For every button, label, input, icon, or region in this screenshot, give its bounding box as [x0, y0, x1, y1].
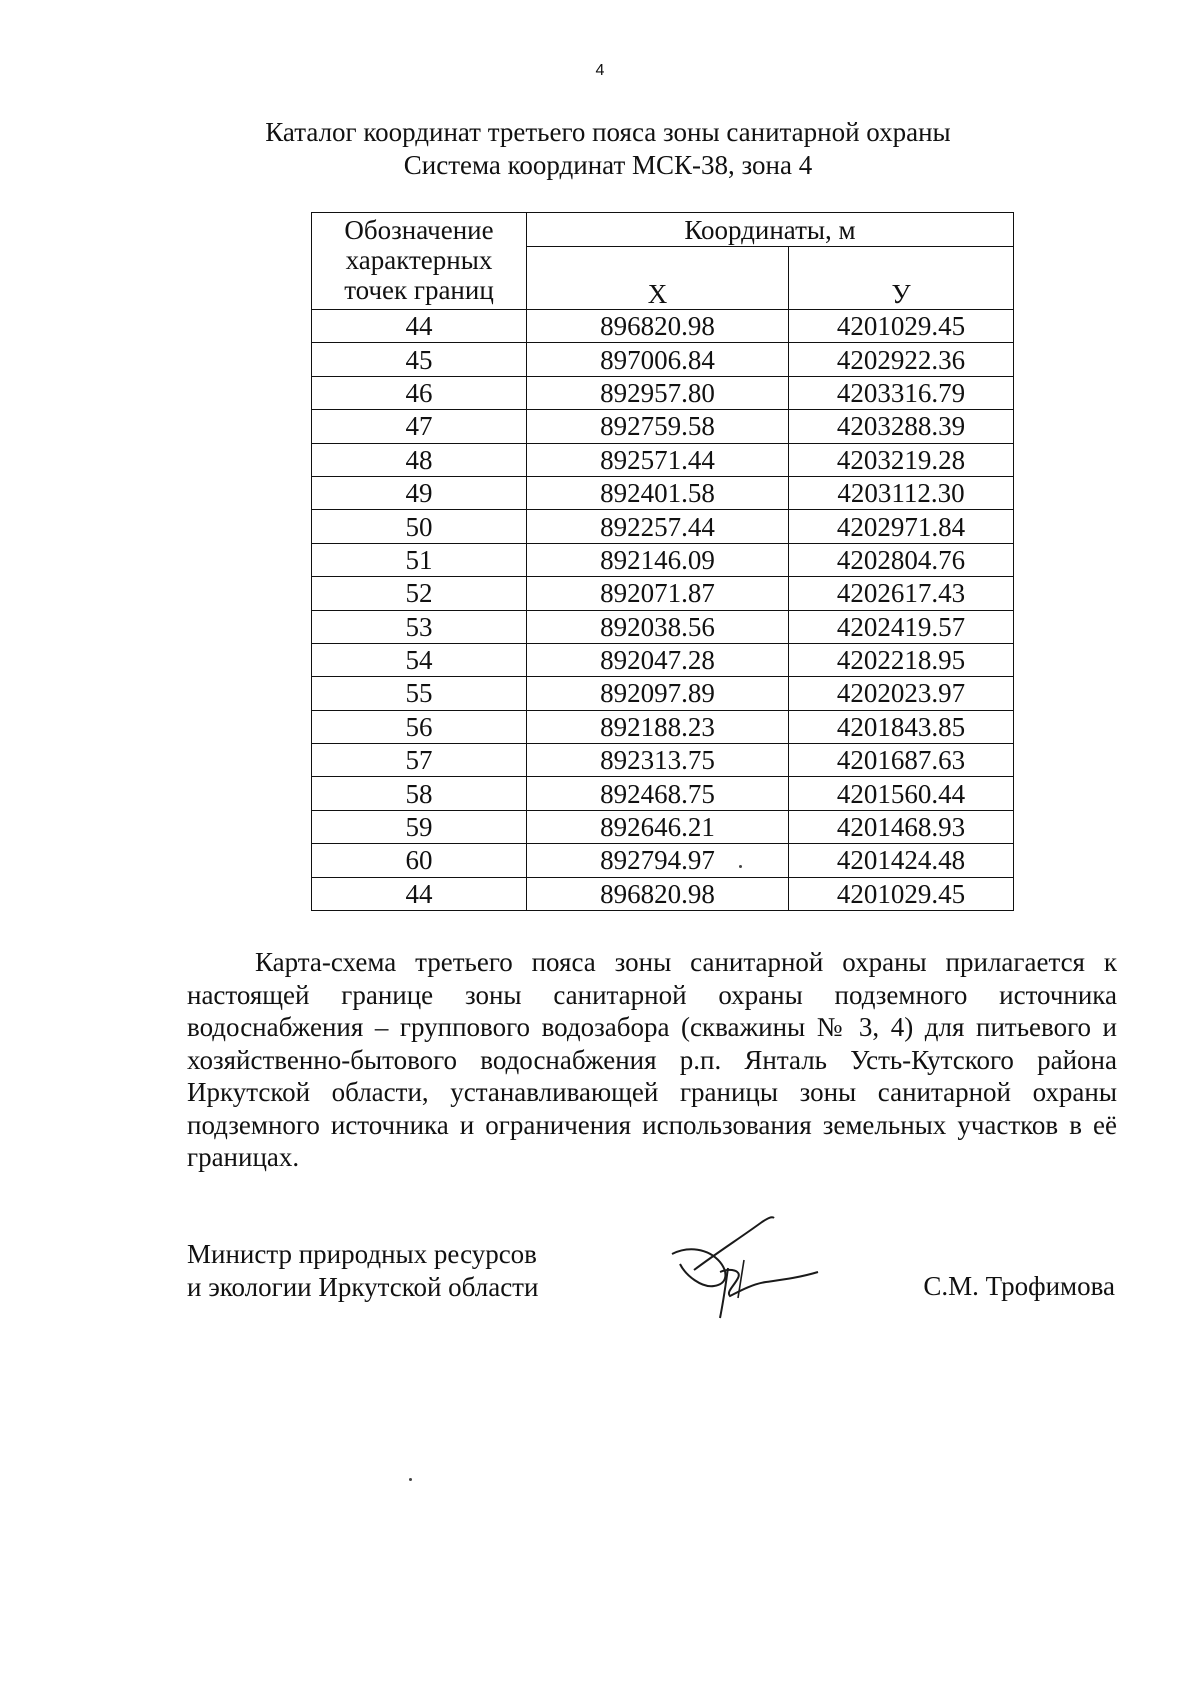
cell-point: 45 — [312, 343, 527, 376]
cell-y: 4201468.93 — [789, 810, 1014, 843]
cell-y: 4201560.44 — [789, 777, 1014, 810]
cell-point: 49 — [312, 476, 527, 509]
cell-point: 52 — [312, 577, 527, 610]
cell-y: 4202617.43 — [789, 577, 1014, 610]
table-row — [312, 643, 1014, 676]
cell-x: 892097.89 — [527, 677, 789, 710]
cell-x: 892257.44 — [527, 510, 789, 543]
cell-x: 892646.21 — [527, 810, 789, 843]
scan-speck — [409, 1478, 412, 1481]
body-paragraph: Карта-схема третьего пояса зоны санитарной охраны прилагается к настоящей границе зоны санитарной охраны подземного источника водоснабжения – группового водозабора (скважины № 3, 4) для питьевого и хозяйственно-бытового водоснабжения р.п. Янталь Усть-Кутского района Иркутской области, устанавливающей границы зоны санитарной охраны подземного источника и ограничения использования земельных участков в её границах. — [187, 947, 1117, 1172]
position-line-1: Министр природных ресурсов — [187, 1239, 537, 1269]
cell-x: 892188.23 — [527, 710, 789, 743]
cell-y: 4203288.39 — [789, 410, 1014, 443]
cell-point: 60 — [312, 844, 527, 877]
cell-x: 892038.56 — [527, 610, 789, 643]
cell-x: 896820.98 — [527, 310, 789, 343]
cell-y: 4203112.30 — [789, 476, 1014, 509]
signatory-position — [187, 1238, 538, 1304]
table-row — [312, 744, 1014, 777]
cell-y: 4201687.63 — [789, 744, 1014, 777]
cell-x: 896820.98 — [527, 877, 789, 910]
table-row — [312, 543, 1014, 576]
cell-point: 53 — [312, 610, 527, 643]
table-row — [312, 476, 1014, 509]
cell-point: 48 — [312, 443, 527, 476]
header-coordinates: Координаты, м — [527, 213, 1014, 247]
table-row — [312, 777, 1014, 810]
cell-point: 59 — [312, 810, 527, 843]
handwritten-signature — [668, 1212, 828, 1327]
cell-x: 892146.09 — [527, 543, 789, 576]
cell-x: 892468.75 — [527, 777, 789, 810]
header-designation-line: характерных — [345, 245, 493, 275]
cell-y: 4201029.45 — [789, 877, 1014, 910]
cell-point: 50 — [312, 510, 527, 543]
signer-name: С.М. Трофимова — [923, 1271, 1115, 1301]
cell-y: 4203219.28 — [789, 443, 1014, 476]
header-x: Х — [527, 247, 789, 310]
table-row — [312, 677, 1014, 710]
cell-x: 892571.44 — [527, 443, 789, 476]
cell-x: 892047.28 — [527, 643, 789, 676]
cell-point: 44 — [312, 310, 527, 343]
cell-y: 4201029.45 — [789, 310, 1014, 343]
page-number: 4 — [595, 62, 605, 79]
cell-y: 4202218.95 — [789, 643, 1014, 676]
table-row — [312, 376, 1014, 409]
table-row — [312, 510, 1014, 543]
header-designation-line: точек границ — [344, 275, 494, 305]
table-row — [312, 343, 1014, 376]
cell-point: 44 — [312, 877, 527, 910]
title-line-1: Каталог координат третьего пояса зоны санитарной охраны — [265, 117, 951, 147]
cell-x: 892071.87 — [527, 577, 789, 610]
cell-y: 4201843.85 — [789, 710, 1014, 743]
header-designation — [312, 213, 527, 310]
table-header-row — [312, 213, 1014, 247]
cell-y: 4202419.57 — [789, 610, 1014, 643]
document-title — [0, 116, 1200, 182]
table-row — [312, 710, 1014, 743]
cell-point: 54 — [312, 643, 527, 676]
position-line-2: и экологии Иркутской области — [187, 1272, 539, 1302]
coordinates-table — [311, 212, 1014, 911]
cell-x: 892759.58 — [527, 410, 789, 443]
cell-point: 47 — [312, 410, 527, 443]
table-row — [312, 443, 1014, 476]
table-row — [312, 410, 1014, 443]
header-y: У — [789, 247, 1014, 310]
table-row — [312, 844, 1014, 877]
cell-y: 4203316.79 — [789, 376, 1014, 409]
cell-x: 892957.80 — [527, 376, 789, 409]
cell-point: 57 — [312, 744, 527, 777]
cell-point: 56 — [312, 710, 527, 743]
cell-y: 4202023.97 — [789, 677, 1014, 710]
header-designation-line: Обозначение — [344, 215, 494, 245]
table-row — [312, 810, 1014, 843]
cell-point: 55 — [312, 677, 527, 710]
table-row — [312, 610, 1014, 643]
cell-x: 892313.75 — [527, 744, 789, 777]
scan-speck — [739, 865, 742, 868]
cell-point: 46 — [312, 376, 527, 409]
cell-y: 4202971.84 — [789, 510, 1014, 543]
table-row — [312, 310, 1014, 343]
cell-point: 58 — [312, 777, 527, 810]
title-line-2: Система координат МСК-38, зона 4 — [403, 150, 813, 180]
cell-y: 4202922.36 — [789, 343, 1014, 376]
table-row — [312, 877, 1014, 910]
cell-x: 892794.97 — [527, 844, 789, 877]
cell-x: 892401.58 — [527, 476, 789, 509]
cell-y: 4202804.76 — [789, 543, 1014, 576]
cell-x: 897006.84 — [527, 343, 789, 376]
cell-y: 4201424.48 — [789, 844, 1014, 877]
cell-point: 51 — [312, 543, 527, 576]
table-row — [312, 577, 1014, 610]
